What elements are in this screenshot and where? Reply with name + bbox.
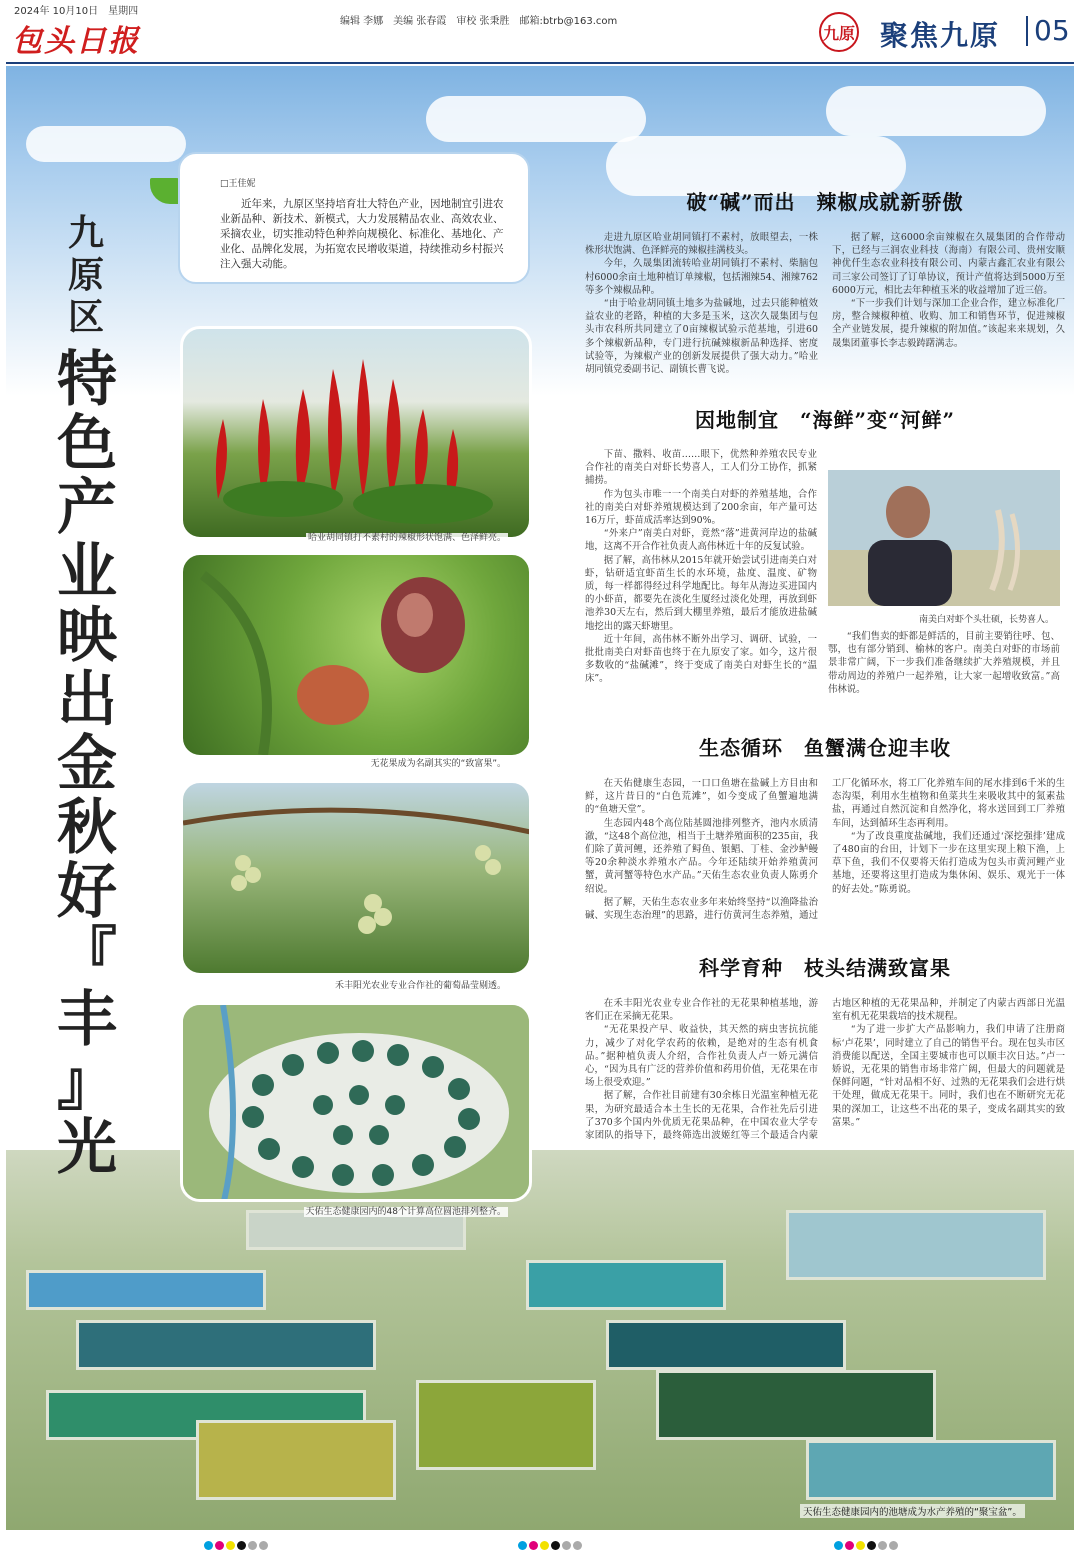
article-shrimp bbox=[585, 404, 1065, 449]
article-fish bbox=[585, 732, 1065, 922]
photo-caption: 南美白对虾个头壮硕，长势喜人。 bbox=[918, 615, 1054, 625]
chili-photo bbox=[180, 326, 532, 540]
photo-caption: 无花果成为名副其实的“致富果”。 bbox=[370, 759, 506, 769]
section-title: 聚焦九原 bbox=[880, 19, 1001, 52]
round-ponds-photo bbox=[180, 1002, 532, 1202]
photo-caption: 天佑生态健康园内的48个计算高位圆池排列整齐。 bbox=[305, 1207, 506, 1217]
editor-credits: 编辑 李娜 美编 张春霞 审校 张秉胜 邮箱:btrb@163.com bbox=[340, 16, 618, 27]
article-body-continued: “我们售卖的虾都是鲜活的，目前主要销往呼、包、鄂，也有部分销到、榆林的客户。南美白对虾的市场前景非常广阔，下一步我们准备继续扩大养殖规模，并且带动周边的养殖户一起养殖，让大家一起增收致富。”高伟林说。 bbox=[828, 631, 1060, 695]
registration-marks bbox=[518, 1541, 582, 1551]
article-title: 科学育种 枝头结满致富果 bbox=[699, 956, 951, 980]
article-chili bbox=[585, 186, 1065, 376]
article-body: 走进九原区哈业胡同镇打不素村，放眼望去，一株株形状饱满、色泽鲜亮的辣椒挂满枝头。 今年，久晟集团流转哈业胡同镇打不素村、柴脑包村6000余亩土地种植订单辣椒，包括湘辣54、湘辣762等多个辣椒品种。 “由于哈业胡同镇土地多为盐碱地，过去只能种植效益农业的老路，种植的大多是玉米，这次久晟集团与包头市农科所共同建立了0亩辣椒试验示范基地，引进60多个辣椒新品种，专门进行抗碱辣椒新品种选择、密度试验等，为辣椒产业的创新发展提供了强大动力。”哈业胡同镇党委副书记、副镇长曹飞说。 据了解，这6000余亩辣椒在久晟集团的合作带动下，已经与三润农业科技（海南）有限公司、贵州安顺神优仟生态农业科技有限公司、内蒙古鑫汇农业有限公司三家公司签订了订单协议，预计产值将达到5000万至6000万元，相比去年种植玉米的收益增加了近三倍。 “下一步我们计划与深加工企业合作，建立标准化厂房，整合辣椒种植、收购、加工和销售环节，促进辣椒全产业链发展，提升辣椒的附加值。”该起来来规划，久晟集团董事长李志毅踌躇满志。 bbox=[585, 232, 1065, 376]
newspaper-logo: 包头日报 bbox=[12, 24, 140, 59]
article-title: 生态循环 鱼蟹满仓迎丰收 bbox=[699, 736, 951, 760]
header-rule bbox=[6, 62, 1074, 64]
page-number: 05 bbox=[1026, 16, 1070, 46]
masthead bbox=[0, 0, 1080, 62]
headline-district: 九 原 区 bbox=[67, 212, 104, 338]
headline-main: 特 色 产 业 映 出 金 秋 好 『 丰 』 光 bbox=[57, 345, 117, 1183]
grape-photo bbox=[180, 780, 532, 976]
farmer-photo bbox=[828, 470, 1060, 606]
registration-marks bbox=[834, 1541, 898, 1551]
aerial-ponds-photo bbox=[6, 1150, 1074, 1530]
article-body: 下苗、撒料、收苗……眼下，优然种养殖农民专业合作社的南美白对虾长势喜人，工人们分工协作，抓紧捕捞。 作为包头市唯一一个南美白对虾的养殖基地，合作社的南美白对虾养殖规模达到了200余亩，年产量可达16万斤，虾苗成活率达到90%。 “外来户”南美白对虾，竟然“落”进黄河岸边的盐碱地，这离不开合作社负责人高伟林近十年的反复试验。 据了解，高伟林从2015年就开始尝试引进南美白对虾，钻研适宜虾苗生长的水环境，盐度、温度、矿物质，每一样都得经过科学地配比。每年从海边买进国内的小虾苗，都要先在淡化生厦经过淡化处理，再放到虾池养30天左右，然后到大棚里养殖，最后才能放进盐碱地挖出的露天虾塘里。 近十年间，高伟林不断外出学习、调研、试验，一批批南美白对虾苗也终于在九原安了家。如今，这片很多数收的“盐碱滩”，终于变成了南美白对虾生长的“温床”。 bbox=[585, 449, 817, 685]
article-fig bbox=[585, 952, 1065, 1142]
registration-marks bbox=[204, 1541, 268, 1551]
lead-box bbox=[178, 152, 530, 284]
byline: □王佳妮 bbox=[220, 179, 256, 189]
issue-date: 2024年 10月10日 星期四 bbox=[14, 6, 139, 17]
jiuyuan-seal-icon bbox=[815, 10, 863, 54]
fig-photo bbox=[180, 552, 532, 758]
photo-caption: 禾丰阳光农业专业合作社的葡萄晶莹剔透。 bbox=[334, 981, 506, 991]
article-title: 因地制宜 “海鲜”变“河鲜” bbox=[694, 408, 955, 432]
photo-caption: 哈业胡同镇打不素村的辣椒形状饱满、色泽鲜亮。 bbox=[307, 533, 506, 543]
lead-text: 近年来，九原区坚持培育壮大特色产业，因地制宜引进农业新品种、新技术、新模式，大力发展精品农业、高效农业、采摘农业，切实推动特色种养向规模化、标准化、基地化、产业化、品牌化发展，为拓宽农民增收渠道，持续推动乡村振兴注入强大动能。 bbox=[220, 198, 504, 270]
svg-text:九原: 九原 bbox=[822, 24, 856, 43]
article-body: 在天佑健康生态园，一口口鱼塘在盐碱上方目由和鲜，这片昔日的“白色荒滩”，如今变成了鱼蟹遍地满的“鱼塘天堂”。 生态园内48个高位陆基圆池排列整齐，池内水质清澈，“这48个高位池，相当于土塘养殖面积的235亩，我们除了黄河鲤，还养殖了鲟鱼、银鲳、丁桂、金沙鲈鳗等20余种淡水养殖水产品。今年还陆续开始养殖黄河蟹，黄河蟹等特色水产品。”天佑生态农业负责人陈勇介绍说。 据了解，天佑生态农业多年来始终坚持“以渔降盐治碱、实现生态治理”的思路，进行仿黄河生态养殖，通过工厂化循环水，将工厂化养殖车间的尾水排到6千米的生态沟渠，利用水生植物和鱼菜共生来吸收其中的氮素盐盐，再通过自然沉淀和自然净化，将水送回到工厂养殖车间，达到循环生态再利用。 “为了改良重度盐碱地，我们还通过‘深挖强排’建成了480亩的台田，计划下一步在这里实现上粮下渔，上草下鱼，我们不仅要将天佑打造成为包头市黄河鲤产业基地，还要将这里打造成为集休闲、娱乐、观光于一体的好去处。”陈勇说。 bbox=[585, 778, 1065, 922]
article-body: 在禾丰阳光农业专业合作社的无花果种植基地，游客们正在采摘无花果。 “无花果投产早、收益快，其天然的病虫害抗抗能力，减少了对化学农药的依赖，是绝对的生态有机食品。”据种植负责人介绍，合作社负责人卢一娇元满信心，“因为具有广泛的营养价值和药用价值，无花果在市场上很受欢迎。” 据了解，合作社目前建有30余栋日光温室种植无花果，为研究最适合本土生长的无花果，合作社先后引进了370多个国内外优质无花果品种，在中国农业大学专家团队的指导下，最终筛选出波姬红等三个最适合内蒙古地区种植的无花果品种，并制定了内蒙古西部日光温室有机无花果栽培的技术规程。 “为了进一步扩大产品影响力，我们申请了注册商标‘卢花果’，同时建立了自己的销售平台。现在包头市区消费能以配送，全国主要城市也可以顺丰次日达。”卢一娇说，无花果的销售市场非常广阔，但最大的问题就是保鲜问题，“针对品相不好、过熟的无花果我们会进行烘干处理，做成无花果干。同时，我们也在不断研究无花果的深加工，让这些不出花的果子，变成名副其实的致富果。” bbox=[585, 998, 1065, 1142]
article-title: 破“碱”而出 辣椒成就新骄傲 bbox=[686, 190, 964, 214]
photo-caption: 天佑生态健康园内的池塘成为水产养殖的“聚宝盆”。 bbox=[800, 1504, 1025, 1518]
